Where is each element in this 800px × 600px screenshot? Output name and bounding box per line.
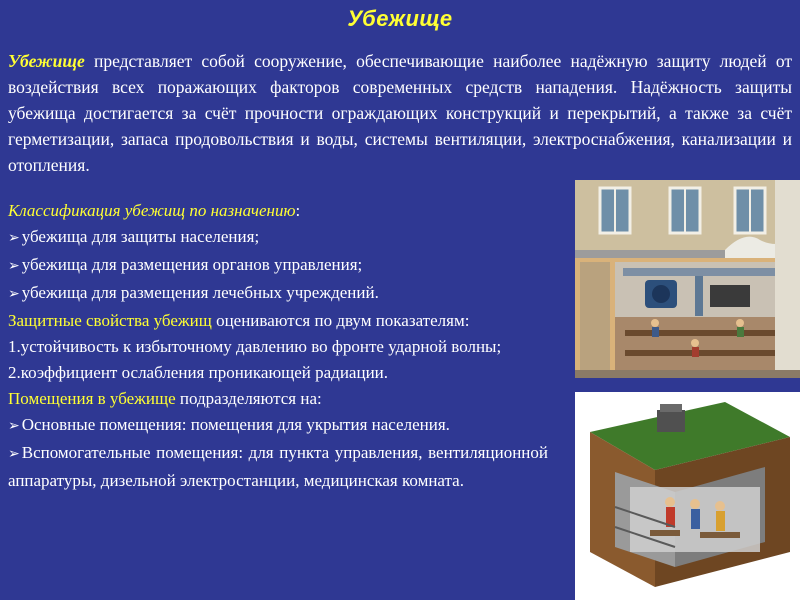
rooms-rest: подразделяются на:	[175, 389, 322, 408]
rooms-item: ➢ Основные помещения: помещения для укрытия населения.	[8, 412, 548, 440]
protective-paragraph	[8, 308, 548, 334]
intro-term: Убежище	[8, 51, 85, 71]
classification-item: ➢ убежища для защиты населения;	[8, 224, 548, 252]
classification-item: ➢ убежища для размещения органов управления;	[8, 252, 548, 280]
page-title: Убежище	[347, 6, 453, 31]
protective-item: 1.устойчивость к избыточному давлению во фронте ударной волны;	[8, 337, 502, 356]
classification-colon: :	[295, 201, 301, 220]
intro-paragraph	[8, 48, 792, 178]
rooms-lead: Помещения в убежище	[8, 389, 176, 408]
classification-heading-line	[8, 198, 548, 224]
classification-heading: Классификация убежищ по назначению	[8, 201, 296, 220]
underground-shelter-image	[575, 392, 800, 600]
intro-text: представляет собой сооружение, обеспечивающие наиболее надёжную защиту людей от воздействия всех поражающих факторов современных средств нападения. Надёжность защиты убежища достигается за счёт прочности ограждающих конструкций и перекрытий, а также за счёт герметизации, запаса продовольствия и воды, системы вентиляции, электроснабжения, канализации и отопления.	[8, 51, 792, 175]
protective-lead: Защитные свойства убежищ	[8, 311, 212, 330]
building-cutaway-image	[575, 180, 800, 378]
protective-rest: оцениваются по двум показателям:	[211, 311, 470, 330]
protective-item: 2.коэффициент ослабления проникающей радиации.	[8, 363, 389, 382]
rooms-paragraph	[8, 386, 548, 412]
classification-item: ➢ убежища для размещения лечебных учреждений.	[8, 280, 548, 308]
rooms-item: ➢ Вспомогательные помещения: для пункта управления, вентиляционной аппаратуры, дизельной электростанции, медицинская комната.	[8, 440, 548, 494]
content-column	[8, 198, 548, 494]
